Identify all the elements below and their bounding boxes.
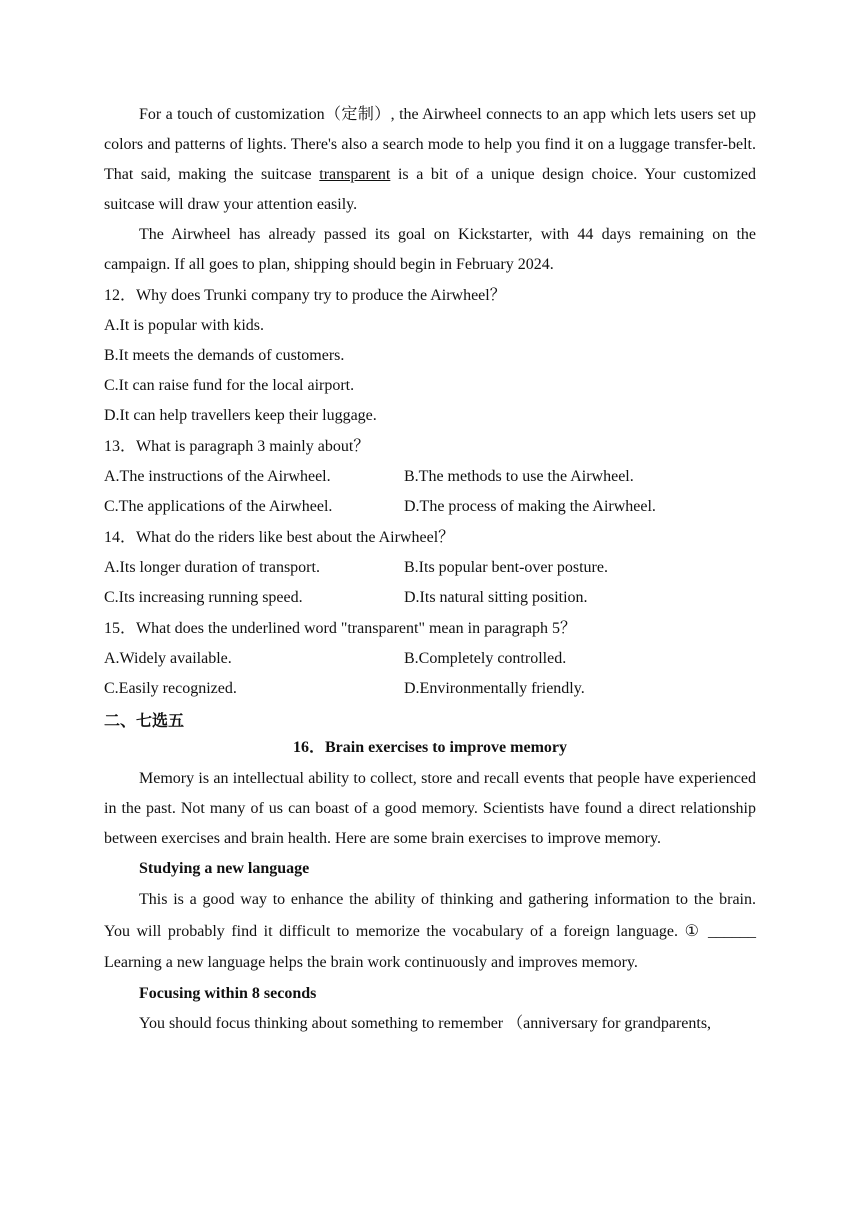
option-b: B.Completely controlled.: [404, 650, 567, 667]
option-row: [104, 492, 756, 522]
option-c: C.Its increasing running speed.: [104, 589, 303, 606]
option-row: [104, 644, 756, 674]
option-c: C.Easily recognized.: [104, 680, 237, 697]
option-c: C.It can raise fund for the local airport.: [104, 377, 355, 394]
option-d: D.The process of making the Airwheel.: [404, 498, 656, 515]
question-14: [104, 522, 756, 613]
paragraph-text: is a bit of a unique design choice. Your customized suitcase will draw your attention easily.: [104, 166, 757, 213]
question-stem: 12．Why does Trunki company try to produce the Airwheel？: [104, 287, 506, 304]
passage-title: 16．Brain exercises to improve memory: [292, 739, 567, 756]
option-row: [104, 674, 756, 704]
paragraph-kickstarter: The Airwheel has already passed its goal on Kickstarter, with 44 days remaining on the campaign. If all goes to plan, shipping should begin in February 2024.: [104, 226, 756, 273]
option-b: B.The methods to use the Airwheel.: [404, 468, 634, 485]
option-b: B.Its popular bent-over posture.: [404, 559, 608, 576]
option-a: A.Its longer duration of transport.: [104, 559, 320, 576]
paragraph-focusing: You should focus thinking about something to remember （anniversary for grandparents,: [139, 1014, 712, 1032]
subheading-language: Studying a new language: [139, 860, 310, 877]
option-d: D.Its natural sitting position.: [404, 589, 588, 606]
underlined-word: transparent: [319, 166, 391, 183]
paragraph-intro: Memory is an intellectual ability to collect, store and recall events that people have experienced in the past. Not many of us can boast of a good memory. Scientists have found a direct relationship between exercises and brain health. Here are some brain exercises to improve memory.: [104, 770, 756, 847]
option-row: [104, 553, 756, 583]
option-a: A.Widely available.: [104, 650, 232, 667]
section-heading: 二、七选五: [104, 711, 185, 730]
option-c: C.The applications of the Airwheel.: [104, 498, 333, 515]
question-13: [104, 431, 756, 522]
question-stem: 15．What does the underlined word "transparent" mean in paragraph 5？: [104, 620, 577, 637]
option-a: A.The instructions of the Airwheel.: [104, 468, 331, 485]
paragraph-customization: [104, 100, 756, 220]
question-15: [104, 613, 756, 704]
question-stem: 14．What do the riders like best about the Airwheel？: [104, 529, 455, 546]
option-row: [104, 462, 756, 492]
option-a: A.It is popular with kids.: [104, 317, 264, 334]
option-d: D.It can help travellers keep their luggage.: [104, 407, 377, 424]
question-12: [104, 280, 756, 431]
page-content: [104, 100, 756, 1039]
option-row: [104, 583, 756, 613]
paragraph-language: This is a good way to enhance the ability of thinking and gathering information to the brain. You will probably find it difficult to memorize the vocabulary of a foreign language. ① ______ Learning a new language helps the brain work continuously and improves memory.: [104, 891, 756, 971]
option-b: B.It meets the demands of customers.: [104, 347, 345, 364]
question-stem: 13．What is paragraph 3 mainly about？: [104, 438, 370, 455]
paragraph-text: For a touch of customization（定制）, the Airwheel connects to an app which lets users set up colors and patterns of lights. There's also a search mode to help you find it on a luggage transfer-belt. That said, making the suitcase: [104, 106, 756, 183]
subheading-focusing: Focusing within 8 seconds: [139, 984, 317, 1002]
option-d: D.Environmentally friendly.: [404, 680, 585, 697]
